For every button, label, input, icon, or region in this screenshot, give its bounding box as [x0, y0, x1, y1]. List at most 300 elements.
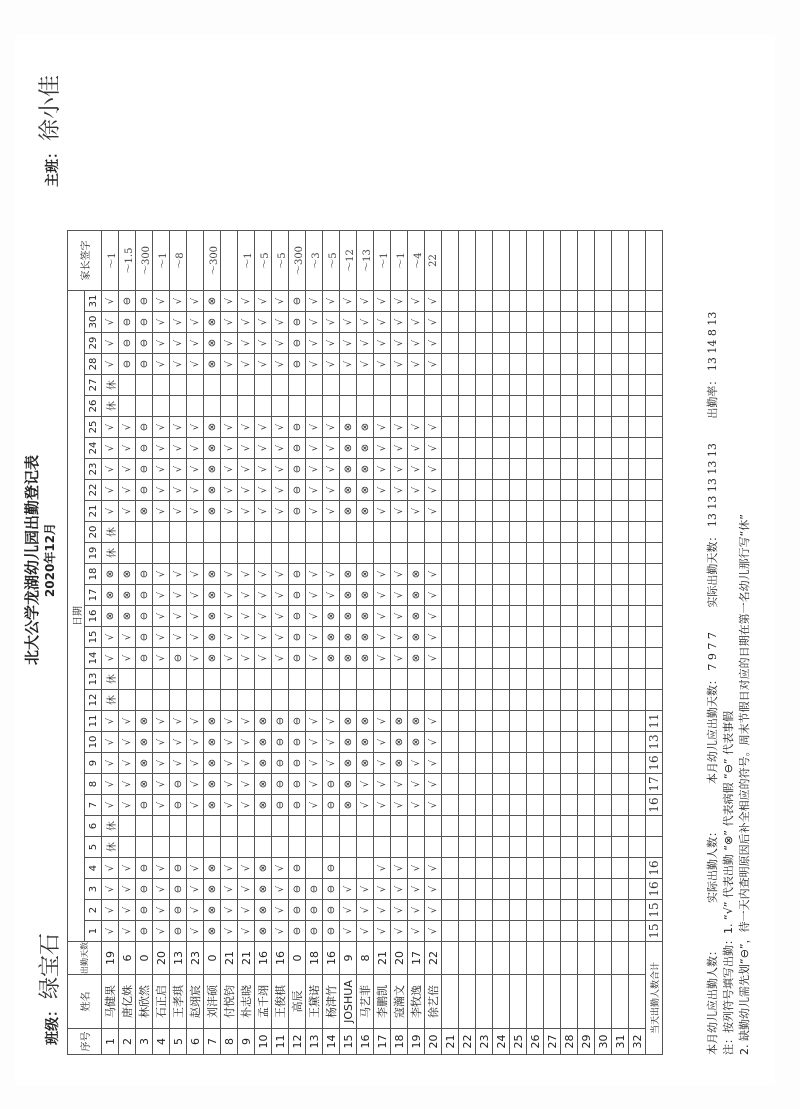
mark-cell — [255, 837, 272, 858]
seq-cell: 1 — [102, 1029, 119, 1055]
mark-cell — [510, 438, 527, 459]
parent-sign-cell — [221, 231, 238, 291]
mark-cell: ⊗ — [204, 921, 221, 942]
mark-cell — [442, 627, 459, 648]
mark-cell: √ — [102, 501, 119, 522]
mark-cell — [408, 816, 425, 837]
mark-cell — [510, 921, 527, 942]
mark-cell — [493, 522, 510, 543]
mark-cell: √ — [170, 312, 187, 333]
mark-cell: √ — [357, 312, 374, 333]
mark-cell — [578, 501, 595, 522]
name-cell: 高辰 — [289, 975, 306, 1029]
mark-cell — [578, 375, 595, 396]
mark-cell — [544, 396, 561, 417]
mark-cell: ⊖ — [136, 879, 153, 900]
mark-cell: √ — [187, 627, 204, 648]
mark-cell — [612, 333, 629, 354]
mark-cell — [595, 837, 612, 858]
mark-cell: ⊗ — [204, 900, 221, 921]
attendance-days-cell: 16 — [255, 942, 272, 975]
mark-cell — [629, 858, 646, 879]
mark-cell — [289, 375, 306, 396]
mark-cell: ⊖ — [272, 753, 289, 774]
daily-total-cell — [646, 837, 663, 858]
mark-cell — [629, 690, 646, 711]
mark-cell — [221, 522, 238, 543]
mark-cell — [561, 774, 578, 795]
mark-cell — [493, 438, 510, 459]
mark-cell — [510, 900, 527, 921]
mark-cell: ⊗ — [119, 585, 136, 606]
mark-cell: √ — [102, 417, 119, 438]
mark-cell — [442, 753, 459, 774]
mark-cell: ⊗ — [357, 459, 374, 480]
seq-cell: 15 — [340, 1029, 357, 1055]
mark-cell — [476, 816, 493, 837]
mark-cell: √ — [408, 312, 425, 333]
mark-cell: √ — [374, 879, 391, 900]
mark-cell: √ — [102, 879, 119, 900]
mark-cell: ⊗ — [119, 606, 136, 627]
mark-cell: √ — [272, 858, 289, 879]
mark-cell — [561, 312, 578, 333]
day-header: 2 — [85, 900, 102, 921]
mark-cell: √ — [102, 921, 119, 942]
mark-cell: ⊗ — [340, 732, 357, 753]
date-group-header: 日期 — [68, 291, 85, 942]
mark-cell: √ — [340, 879, 357, 900]
mark-cell — [459, 732, 476, 753]
mark-cell: √ — [425, 732, 442, 753]
mark-cell — [544, 837, 561, 858]
mark-cell: ⊖ — [289, 711, 306, 732]
mark-cell: ⊗ — [340, 753, 357, 774]
mark-cell: √ — [374, 732, 391, 753]
mark-cell — [629, 900, 646, 921]
seq-cell: 23 — [476, 1029, 493, 1055]
mark-cell: ⊗ — [408, 711, 425, 732]
mark-cell — [493, 417, 510, 438]
attendance-days-cell: 6 — [119, 942, 136, 975]
mark-cell — [204, 375, 221, 396]
parent-sign-cell: ～12 — [340, 231, 357, 291]
parent-sign-cell: ～1 — [238, 231, 255, 291]
mark-cell: √ — [170, 459, 187, 480]
mark-cell — [612, 774, 629, 795]
mark-cell — [595, 669, 612, 690]
mark-cell: √ — [170, 417, 187, 438]
mark-cell: √ — [323, 564, 340, 585]
mark-cell — [476, 417, 493, 438]
mark-cell: ⊗ — [255, 858, 272, 879]
mark-cell — [357, 816, 374, 837]
daily-total-cell — [646, 564, 663, 585]
mark-cell — [578, 648, 595, 669]
mark-cell: √ — [238, 564, 255, 585]
parent-sign-cell: ～5 — [272, 231, 289, 291]
mark-cell: √ — [391, 480, 408, 501]
mark-cell — [238, 396, 255, 417]
mark-cell — [595, 816, 612, 837]
mark-cell — [612, 711, 629, 732]
mark-cell: √ — [238, 417, 255, 438]
table-row — [306, 231, 323, 1055]
seq-cell: 12 — [289, 1029, 306, 1055]
seq-cell: 4 — [153, 1029, 170, 1055]
mark-cell: ⊗ — [204, 774, 221, 795]
mark-cell — [595, 606, 612, 627]
daily-total-cell: 15 — [646, 900, 663, 921]
mark-cell — [578, 543, 595, 564]
mark-cell — [544, 921, 561, 942]
mark-cell — [544, 291, 561, 312]
mark-cell: ⊖ — [170, 795, 187, 816]
mark-cell: √ — [425, 291, 442, 312]
mark-cell: ⊖ — [170, 774, 187, 795]
mark-cell — [425, 669, 442, 690]
attendance-sheet — [15, 35, 775, 1085]
mark-cell — [629, 480, 646, 501]
mark-cell — [476, 627, 493, 648]
mark-cell — [527, 417, 544, 438]
empty-row — [442, 231, 459, 1055]
mark-cell: ⊗ — [102, 564, 119, 585]
mark-cell — [493, 732, 510, 753]
day-header: 28 — [85, 354, 102, 375]
mark-cell — [442, 417, 459, 438]
mark-cell: √ — [306, 606, 323, 627]
mark-cell: √ — [391, 858, 408, 879]
mark-cell: ⊗ — [255, 879, 272, 900]
mark-cell: √ — [306, 564, 323, 585]
day-header: 17 — [85, 585, 102, 606]
mark-cell — [629, 711, 646, 732]
mark-cell — [561, 333, 578, 354]
mark-cell — [527, 501, 544, 522]
mark-cell: ⊖ — [289, 354, 306, 375]
mark-cell: √ — [391, 459, 408, 480]
mark-cell: √ — [187, 312, 204, 333]
mark-cell: √ — [374, 627, 391, 648]
attendance-days-cell — [544, 942, 561, 975]
mark-cell: ⊗ — [255, 921, 272, 942]
mark-cell — [561, 522, 578, 543]
parent-sign-cell: ～3 — [306, 231, 323, 291]
name-cell: 唐亿姝 — [119, 975, 136, 1029]
mark-cell — [255, 543, 272, 564]
mark-cell: ⊗ — [408, 564, 425, 585]
mark-cell: ⊗ — [323, 648, 340, 669]
mark-cell — [629, 606, 646, 627]
mark-cell — [612, 921, 629, 942]
mark-cell: √ — [391, 921, 408, 942]
seq-cell: 14 — [323, 1029, 340, 1055]
mark-cell — [629, 732, 646, 753]
mark-cell: √ — [153, 585, 170, 606]
mark-cell — [612, 312, 629, 333]
mark-cell: ⊖ — [170, 879, 187, 900]
mark-cell: √ — [323, 354, 340, 375]
mark-cell: √ — [170, 354, 187, 375]
mark-cell: √ — [374, 858, 391, 879]
mark-cell: √ — [102, 333, 119, 354]
expected-days-label: 本月幼儿应出勤天数： — [706, 674, 719, 785]
mark-cell: ⊗ — [136, 732, 153, 753]
attendance-days-cell: 13 — [170, 942, 187, 975]
mark-cell: √ — [238, 732, 255, 753]
mark-cell — [629, 543, 646, 564]
table-row — [153, 231, 170, 1055]
mark-cell — [510, 795, 527, 816]
daily-total-cell — [646, 585, 663, 606]
mark-cell — [187, 396, 204, 417]
mark-cell — [357, 837, 374, 858]
mark-cell — [323, 543, 340, 564]
mark-cell: √ — [255, 333, 272, 354]
attendance-days-cell: 19 — [102, 942, 119, 975]
mark-cell: √ — [238, 459, 255, 480]
empty-row — [510, 231, 527, 1055]
mark-cell — [289, 543, 306, 564]
mark-cell: √ — [340, 900, 357, 921]
mark-cell: √ — [238, 900, 255, 921]
table-row — [408, 231, 425, 1055]
daily-total-cell — [646, 816, 663, 837]
mark-cell — [527, 837, 544, 858]
mark-cell — [204, 396, 221, 417]
seq-cell: 9 — [238, 1029, 255, 1055]
mark-cell: √ — [374, 564, 391, 585]
mark-cell: ⊗ — [357, 732, 374, 753]
mark-cell — [119, 816, 136, 837]
page-title: 北大公学龙湖幼儿园出勤登记表 — [23, 455, 41, 666]
mark-cell: ⊗ — [357, 480, 374, 501]
mark-cell: ⊖ — [272, 774, 289, 795]
mark-cell: ⊗ — [204, 795, 221, 816]
mark-cell — [561, 627, 578, 648]
mark-cell: √ — [170, 564, 187, 585]
mark-cell — [629, 753, 646, 774]
mark-cell: √ — [102, 438, 119, 459]
day-header: 13 — [85, 669, 102, 690]
daily-total-cell: 11 — [646, 711, 663, 732]
mark-cell — [408, 543, 425, 564]
mark-cell: √ — [238, 333, 255, 354]
mark-cell — [510, 543, 527, 564]
mark-cell: √ — [391, 564, 408, 585]
mark-cell — [595, 438, 612, 459]
mark-cell — [561, 921, 578, 942]
daily-total-cell — [646, 417, 663, 438]
daily-total-cell — [646, 375, 663, 396]
mark-cell — [578, 522, 595, 543]
mark-cell: √ — [187, 921, 204, 942]
mark-cell: ⊗ — [357, 585, 374, 606]
mark-cell — [578, 816, 595, 837]
mark-cell — [272, 837, 289, 858]
mark-cell — [170, 816, 187, 837]
mark-cell — [170, 396, 187, 417]
mark-cell: √ — [408, 921, 425, 942]
mark-cell: √ — [170, 438, 187, 459]
daily-total-cell — [646, 648, 663, 669]
day-header: 16 — [85, 606, 102, 627]
mark-cell: ⊖ — [119, 333, 136, 354]
mark-cell: ⊗ — [204, 291, 221, 312]
mark-cell — [425, 375, 442, 396]
mark-cell: √ — [374, 459, 391, 480]
mark-cell — [459, 669, 476, 690]
mark-cell — [340, 543, 357, 564]
mark-cell: ⊖ — [289, 459, 306, 480]
mark-cell: ⊖ — [170, 858, 187, 879]
mark-cell — [476, 459, 493, 480]
mark-cell — [391, 669, 408, 690]
mark-cell: √ — [153, 879, 170, 900]
day-header: 9 — [85, 753, 102, 774]
mark-cell — [306, 816, 323, 837]
parent-sign-cell — [612, 231, 629, 291]
mark-cell — [476, 291, 493, 312]
mark-cell — [306, 669, 323, 690]
mark-cell — [527, 816, 544, 837]
attendance-days-cell — [459, 942, 476, 975]
mark-cell — [612, 753, 629, 774]
mark-cell — [629, 438, 646, 459]
class-label-text: 班级： — [45, 1003, 61, 1045]
mark-cell: √ — [238, 753, 255, 774]
mark-cell: √ — [425, 795, 442, 816]
mark-cell — [442, 522, 459, 543]
seq-cell: 6 — [187, 1029, 204, 1055]
seq-cell: 17 — [374, 1029, 391, 1055]
mark-cell — [255, 690, 272, 711]
mark-cell: √ — [221, 312, 238, 333]
parent-sign-cell — [527, 231, 544, 291]
table-row — [272, 231, 289, 1055]
mark-cell — [544, 501, 561, 522]
footer-note-1: 注：按列符号填写出勤：1. “√” 代表出勤 “⊗” 代表病假 “⊖” 代表事假 — [722, 710, 735, 1055]
mark-cell: √ — [170, 753, 187, 774]
mark-cell: √ — [238, 291, 255, 312]
mark-cell: √ — [255, 585, 272, 606]
mark-cell: √ — [323, 732, 340, 753]
mark-cell — [459, 627, 476, 648]
mark-cell: √ — [323, 312, 340, 333]
mark-cell — [476, 669, 493, 690]
empty-row — [544, 231, 561, 1055]
mark-cell — [187, 690, 204, 711]
mark-cell — [238, 837, 255, 858]
attendance-days-cell: 18 — [306, 942, 323, 975]
mark-cell — [527, 291, 544, 312]
mark-cell — [510, 753, 527, 774]
mark-cell — [391, 396, 408, 417]
mark-cell — [476, 837, 493, 858]
mark-cell: √ — [391, 795, 408, 816]
mark-cell: ⊖ — [306, 900, 323, 921]
mark-cell: ⊗ — [136, 501, 153, 522]
mark-cell — [119, 543, 136, 564]
mark-cell: √ — [374, 291, 391, 312]
mark-cell — [629, 585, 646, 606]
mark-cell — [595, 501, 612, 522]
name-cell: 徐艺倍 — [425, 975, 442, 1029]
mark-cell: √ — [272, 648, 289, 669]
actual-days-value: 13 13 13 13 13 — [706, 443, 719, 528]
mark-cell — [510, 774, 527, 795]
mark-cell: √ — [119, 438, 136, 459]
mark-cell: √ — [323, 711, 340, 732]
mark-cell: √ — [102, 732, 119, 753]
mark-cell — [527, 396, 544, 417]
mark-cell — [527, 690, 544, 711]
mark-cell — [561, 648, 578, 669]
mark-cell: √ — [374, 795, 391, 816]
mark-cell — [578, 879, 595, 900]
mark-cell: √ — [272, 564, 289, 585]
mark-cell: ⊖ — [136, 627, 153, 648]
mark-cell — [612, 459, 629, 480]
teacher-label — [33, 75, 64, 187]
mark-cell — [493, 396, 510, 417]
mark-cell — [561, 543, 578, 564]
parent-sign-cell — [510, 231, 527, 291]
mark-cell — [408, 396, 425, 417]
parent-sign-cell: ～5 — [323, 231, 340, 291]
mark-cell: √ — [374, 585, 391, 606]
table-row — [136, 231, 153, 1055]
parent-sign-cell: 22 — [425, 231, 442, 291]
mark-cell — [527, 543, 544, 564]
mark-cell: √ — [391, 606, 408, 627]
mark-cell: ⊖ — [306, 879, 323, 900]
mark-cell: √ — [187, 648, 204, 669]
mark-cell — [272, 396, 289, 417]
daily-total-cell — [646, 690, 663, 711]
mark-cell — [595, 333, 612, 354]
mark-cell — [578, 459, 595, 480]
mark-cell — [459, 522, 476, 543]
mark-cell — [238, 816, 255, 837]
mark-cell: √ — [408, 459, 425, 480]
mark-cell: √ — [221, 291, 238, 312]
mark-cell: ⊖ — [323, 900, 340, 921]
mark-cell: √ — [102, 753, 119, 774]
mark-cell — [255, 816, 272, 837]
day-header: 25 — [85, 417, 102, 438]
parent-sign-cell — [459, 231, 476, 291]
mark-cell — [595, 459, 612, 480]
seq-cell: 21 — [442, 1029, 459, 1055]
mark-cell: √ — [238, 795, 255, 816]
name-cell — [595, 975, 612, 1029]
mark-cell — [170, 669, 187, 690]
mark-cell: √ — [153, 417, 170, 438]
mark-cell — [544, 354, 561, 375]
mark-cell — [493, 459, 510, 480]
mark-cell — [595, 585, 612, 606]
mark-cell — [323, 669, 340, 690]
mark-cell — [442, 501, 459, 522]
table-row — [255, 231, 272, 1055]
mark-cell — [629, 333, 646, 354]
day-header: 22 — [85, 480, 102, 501]
mark-cell — [187, 543, 204, 564]
mark-cell — [527, 312, 544, 333]
mark-cell: √ — [255, 606, 272, 627]
